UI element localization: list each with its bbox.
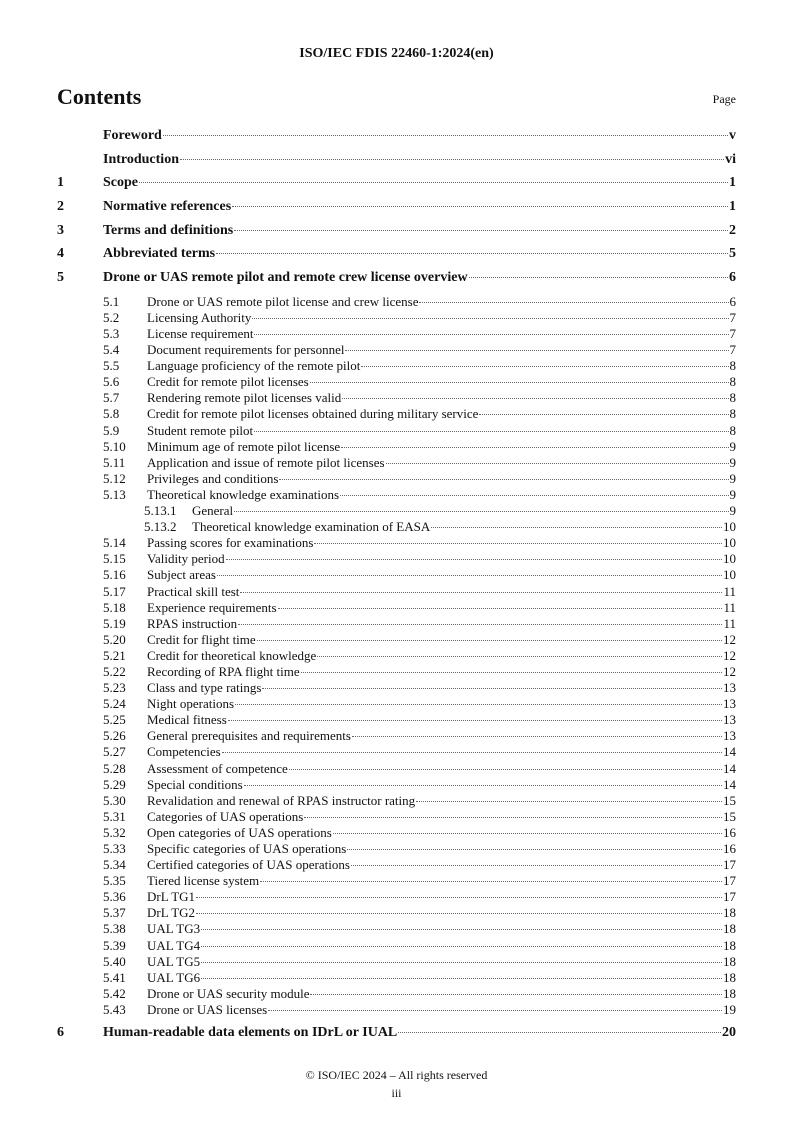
toc-entry-page: 6 [729, 270, 736, 286]
toc-entry[interactable] [57, 793, 736, 809]
toc-entry[interactable] [57, 374, 736, 390]
toc-entry-page: 19 [723, 1001, 736, 1017]
toc-entry-number: 5.30 [103, 792, 126, 808]
toc-entry-title: Language proficiency of the remote pilot [147, 358, 361, 374]
toc-entry[interactable] [57, 841, 736, 857]
toc-entry[interactable] [57, 696, 736, 712]
toc-entry[interactable] [57, 342, 736, 358]
toc-entry-title: Scope [103, 175, 138, 191]
toc-entry-title: Medical fitness [147, 712, 227, 728]
toc-entry-title: Drone or UAS licenses [147, 1001, 268, 1017]
toc-entry[interactable] [57, 954, 736, 970]
dot-leader [351, 865, 722, 866]
dot-leader [254, 334, 728, 335]
toc-entry-title: Drone or UAS remote pilot and remote crew license overview [103, 270, 468, 286]
toc-entry[interactable] [57, 423, 736, 439]
toc-entry-number: 5.6 [103, 374, 120, 390]
dot-leader [352, 736, 722, 737]
toc-entry[interactable] [57, 873, 736, 889]
toc-entry-title: Credit for theoretical knowledge [147, 647, 317, 663]
toc-entry-page: 10 [723, 519, 736, 535]
toc-entry-number: 5.11 [103, 454, 126, 470]
toc-entry-number: 5.13 [103, 486, 126, 502]
toc-entry[interactable] [57, 1025, 736, 1049]
toc-entry-page: 13 [723, 696, 736, 712]
toc-entry-page: vi [725, 151, 736, 167]
dot-leader [310, 382, 729, 383]
dot-leader [254, 431, 728, 432]
toc-entry-page: 7 [729, 342, 736, 358]
dot-leader [196, 913, 722, 914]
dot-leader [341, 447, 728, 448]
dot-leader [345, 350, 728, 351]
toc-entry-number: 5.20 [103, 631, 126, 647]
dot-leader [419, 302, 728, 303]
dot-leader [347, 849, 722, 850]
toc-entry[interactable] [57, 246, 736, 270]
toc-entry-number: 5.8 [103, 406, 120, 422]
toc-entry[interactable] [57, 744, 736, 760]
dot-leader [163, 135, 728, 136]
toc-entry-page: 10 [723, 535, 736, 551]
toc-entry[interactable] [57, 632, 736, 648]
toc-entry[interactable] [57, 970, 736, 986]
toc-entry-title: Theoretical knowledge examination of EASA [192, 519, 431, 535]
toc-entry[interactable] [57, 905, 736, 921]
toc-entry[interactable] [57, 199, 736, 223]
toc-entry-number: 5.12 [103, 470, 126, 486]
toc-entry-page: 9 [729, 486, 736, 502]
toc-entry-number: 5.43 [103, 1001, 126, 1017]
toc-entry-title: Student remote pilot [147, 422, 254, 438]
dot-leader [201, 978, 722, 979]
toc-entry-number: 5.34 [103, 857, 126, 873]
toc-entry-title: Categories of UAS operations [147, 808, 304, 824]
toc-entry[interactable] [57, 487, 736, 503]
dot-leader [304, 817, 722, 818]
toc-entry-title: Credit for remote pilot licenses [147, 374, 309, 390]
toc-entry-number: 1 [57, 175, 64, 191]
toc-entry[interactable] [57, 406, 736, 422]
table-of-contents [57, 128, 736, 1049]
dot-leader [361, 366, 728, 367]
toc-entry[interactable] [57, 455, 736, 471]
toc-entry-number: 5.36 [103, 889, 126, 905]
dot-leader [226, 559, 722, 560]
toc-entry-page: 10 [723, 551, 736, 567]
toc-entry[interactable] [57, 310, 736, 326]
toc-entry-title: Special conditions [147, 776, 243, 792]
toc-entry-page: 13 [723, 712, 736, 728]
toc-entry-page: 9 [729, 454, 736, 470]
toc-entry-title: Passing scores for examinations [147, 535, 314, 551]
toc-entry-page: 8 [729, 374, 736, 390]
dot-leader [317, 656, 722, 657]
toc-entry-number: 5.41 [103, 969, 126, 985]
toc-entry[interactable] [57, 294, 736, 310]
toc-entry[interactable] [57, 223, 736, 247]
toc-entry-title: Revalidation and renewal of RPAS instructor rating [147, 792, 416, 808]
toc-entry-number: 2 [57, 199, 64, 215]
dot-leader [240, 592, 722, 593]
toc-entry[interactable] [57, 1002, 736, 1018]
toc-entry-title: Experience requirements [147, 599, 277, 615]
toc-entry-page: 18 [723, 953, 736, 969]
toc-entry-title: Licensing Authority [147, 309, 252, 325]
dot-leader [340, 495, 728, 496]
toc-entry-number: 5.10 [103, 438, 126, 454]
toc-entry-page: 13 [723, 728, 736, 744]
toc-entry-page: 1 [729, 199, 736, 215]
toc-entry-number: 5.14 [103, 535, 126, 551]
toc-entry-page: 8 [729, 422, 736, 438]
dot-leader [201, 946, 722, 947]
toc-entry-page: 14 [723, 760, 736, 776]
dot-leader [279, 479, 728, 480]
page-title: Contents [57, 84, 142, 109]
toc-entry-page: 9 [729, 503, 736, 519]
toc-entry-title: Validity period [147, 551, 225, 567]
dot-leader [342, 398, 728, 399]
dot-leader [139, 182, 728, 183]
toc-entry-number: 5.3 [103, 326, 120, 341]
toc-entry-page: 2 [729, 222, 736, 238]
dot-leader [201, 929, 722, 930]
toc-entry-title: Drone or UAS remote pilot license and crew license [147, 293, 419, 309]
toc-entry-title: UAL TG5 [147, 953, 201, 969]
toc-entry[interactable] [57, 439, 736, 455]
dot-leader [314, 543, 722, 544]
toc-entry[interactable] [57, 986, 736, 1002]
dot-leader [431, 527, 722, 528]
toc-entry-title: Document requirements for personnel [147, 342, 345, 358]
toc-entry-title: Human-readable data elements on IDrL or IUAL [103, 1025, 398, 1041]
toc-entry-page: 11 [723, 615, 736, 631]
toc-entry[interactable] [57, 728, 736, 744]
toc-entry-title: Tiered license system [147, 873, 260, 889]
dot-leader [196, 897, 722, 898]
toc-entry-number: 5.23 [103, 680, 126, 696]
toc-entry-number: 5.31 [103, 808, 126, 824]
toc-entry-page: 20 [722, 1025, 736, 1041]
toc-entry-number: 5.7 [103, 390, 120, 406]
toc-entry-page: 16 [723, 824, 736, 840]
toc-entry-title: Introduction [103, 151, 179, 167]
toc-entry-title: Abbreviated terms [103, 246, 216, 262]
toc-entry-page: 8 [729, 406, 736, 422]
toc-entry-page: v [729, 128, 736, 143]
toc-entry-page: 17 [723, 857, 736, 873]
toc-entry-page: 17 [723, 889, 736, 905]
toc-entry-page: 6 [729, 293, 736, 309]
dot-leader [301, 672, 722, 673]
toc-entry-page: 8 [729, 390, 736, 406]
toc-entry-page: 12 [723, 647, 736, 663]
toc-entry-page: 9 [729, 470, 736, 486]
dot-leader [289, 769, 722, 770]
dot-leader [216, 253, 728, 254]
toc-entry-title: Certified categories of UAS operations [147, 857, 350, 873]
toc-entry-number: 5.13.2 [144, 519, 177, 535]
toc-entry-number: 5.35 [103, 873, 126, 889]
toc-entry[interactable] [57, 680, 736, 696]
toc-entry-number: 5.33 [103, 841, 126, 856]
toc-entry-page: 12 [723, 663, 736, 679]
toc-entry[interactable] [57, 270, 736, 294]
toc-entry[interactable] [57, 535, 736, 551]
dot-leader [469, 277, 728, 278]
toc-entry-page: 16 [723, 841, 736, 856]
toc-entry-page: 13 [723, 680, 736, 696]
toc-entry-number: 5.40 [103, 953, 126, 969]
toc-entry-number: 5.19 [103, 615, 126, 631]
toc-entry-number: 5.39 [103, 937, 126, 953]
toc-entry[interactable] [57, 128, 736, 152]
toc-entry-page: 18 [723, 905, 736, 921]
toc-entry-title: Theoretical knowledge examinations [147, 486, 340, 502]
toc-entry-number: 5.26 [103, 728, 126, 744]
dot-leader [262, 688, 722, 689]
toc-entry-title: Credit for flight time [147, 631, 256, 647]
toc-entry[interactable] [57, 584, 736, 600]
toc-entry-title: DrL TG1 [147, 889, 196, 905]
dot-leader [238, 624, 722, 625]
toc-entry-title: Terms and definitions [103, 222, 234, 238]
dot-leader [222, 752, 722, 753]
dot-leader [416, 801, 722, 802]
toc-entry-page: 9 [729, 438, 736, 454]
dot-leader [310, 994, 722, 995]
toc-entry-title: RPAS instruction [147, 615, 238, 631]
dot-leader [333, 833, 722, 834]
toc-entry-title: License requirement [147, 326, 254, 341]
toc-entry[interactable] [57, 921, 736, 937]
toc-entry-page: 17 [723, 873, 736, 889]
toc-entry[interactable] [57, 712, 736, 728]
toc-entry[interactable] [57, 664, 736, 680]
toc-entry[interactable] [57, 889, 736, 905]
toc-entry-page: 10 [723, 567, 736, 583]
toc-entry-title: UAL TG3 [147, 921, 201, 937]
dot-leader [228, 720, 722, 721]
toc-entry[interactable] [57, 152, 736, 176]
dot-leader [268, 1010, 722, 1011]
dot-leader [257, 640, 722, 641]
dot-leader [244, 785, 722, 786]
page-column-label: Page [712, 92, 736, 106]
toc-entry[interactable] [57, 519, 736, 535]
toc-entry[interactable] [57, 809, 736, 825]
toc-entry-number: 5.17 [103, 583, 126, 599]
toc-entry-page: 18 [723, 969, 736, 985]
toc-entry-page: 7 [729, 309, 736, 325]
toc-entry[interactable] [57, 567, 736, 583]
toc-entry[interactable] [57, 616, 736, 632]
toc-entry[interactable] [57, 600, 736, 616]
toc-entry-number: 5.42 [103, 985, 126, 1001]
document-header: ISO/IEC FDIS 22460-1:2024(en) [299, 46, 494, 61]
toc-entry-page: 14 [723, 776, 736, 792]
toc-entry-page: 18 [723, 921, 736, 937]
toc-entry[interactable] [57, 648, 736, 664]
page-number: iii [391, 1086, 402, 1100]
toc-entry[interactable] [57, 358, 736, 374]
toc-entry-title: Recording of RPA flight time [147, 663, 300, 679]
toc-entry-number: 6 [57, 1025, 64, 1041]
toc-entry-page: 1 [729, 175, 736, 191]
toc-entry-number: 5.38 [103, 921, 126, 937]
toc-entry[interactable] [57, 390, 736, 406]
toc-entry-title: Application and issue of remote pilot licenses [147, 454, 385, 470]
dot-leader [217, 575, 722, 576]
dot-leader [252, 318, 728, 319]
toc-entry-number: 5.5 [103, 358, 120, 374]
toc-entry-number: 5.2 [103, 309, 120, 325]
toc-entry-number: 5.27 [103, 744, 126, 760]
toc-entry[interactable] [57, 551, 736, 567]
toc-entry-title: Foreword [103, 128, 162, 143]
toc-entry-title: Minimum age of remote pilot license [147, 438, 341, 454]
toc-entry-number: 5.18 [103, 599, 126, 615]
toc-entry-page: 14 [723, 744, 736, 760]
dot-leader [278, 608, 723, 609]
toc-entry[interactable] [57, 503, 736, 519]
toc-entry-title: Privileges and conditions [147, 470, 279, 486]
toc-entry-title: Rendering remote pilot licenses valid [147, 390, 342, 406]
toc-entry-page: 15 [723, 792, 736, 808]
toc-entry-page: 11 [723, 583, 736, 599]
toc-entry-number: 5.21 [103, 647, 126, 663]
dot-leader [232, 206, 728, 207]
toc-entry-title: General [192, 503, 234, 519]
toc-entry-page: 12 [723, 631, 736, 647]
toc-entry-number: 3 [57, 222, 64, 238]
toc-entry-title: Credit for remote pilot licenses obtained during military service [147, 406, 479, 422]
toc-entry-page: 8 [729, 358, 736, 374]
toc-entry-title: UAL TG6 [147, 969, 201, 985]
toc-entry-title: Drone or UAS security module [147, 985, 310, 1001]
toc-entry-number: 5.28 [103, 760, 126, 776]
toc-entry-page: 11 [723, 599, 736, 615]
copyright-footer: © ISO/IEC 2024 – All rights reserved [305, 1068, 488, 1082]
dot-leader [386, 463, 729, 464]
toc-entry[interactable] [57, 761, 736, 777]
toc-entry[interactable] [57, 857, 736, 873]
dot-leader [479, 414, 728, 415]
dot-leader [260, 881, 722, 882]
toc-entry-title: General prerequisites and requirements [147, 728, 351, 744]
toc-entry-title: Open categories of UAS operations [147, 824, 332, 840]
toc-entry-title: UAL TG4 [147, 937, 201, 953]
toc-entry-number: 5.37 [103, 905, 126, 921]
toc-entry-page: 15 [723, 808, 736, 824]
toc-entry-page: 18 [723, 985, 736, 1001]
toc-entry-page: 5 [729, 246, 736, 262]
toc-entry[interactable] [57, 471, 736, 487]
toc-entry[interactable] [57, 175, 736, 199]
toc-entry-title: Normative references [103, 199, 232, 215]
toc-entry-number: 5.13.1 [144, 503, 177, 519]
toc-entry-title: Competencies [147, 744, 221, 760]
toc-entry-title: Class and type ratings [147, 680, 262, 696]
toc-entry-title: Practical skill test [147, 583, 240, 599]
toc-entry-number: 5.25 [103, 712, 126, 728]
toc-entry-number: 5.1 [103, 293, 120, 309]
toc-entry-number: 5.16 [103, 567, 126, 583]
dot-leader [201, 962, 722, 963]
toc-entry-title: Assessment of competence [147, 760, 288, 776]
toc-entry-number: 5.22 [103, 663, 126, 679]
toc-entry[interactable] [57, 938, 736, 954]
toc-entry[interactable] [57, 326, 736, 342]
toc-entry-number: 5.9 [103, 422, 120, 438]
toc-entry-title: Specific categories of UAS operations [147, 841, 347, 856]
toc-entry-title: Subject areas [147, 567, 216, 583]
toc-entry-page: 18 [723, 937, 736, 953]
dot-leader [235, 704, 722, 705]
toc-entry-number: 5.29 [103, 776, 126, 792]
toc-entry-title: Night operations [147, 696, 235, 712]
toc-entry-number: 5.32 [103, 824, 126, 840]
toc-entry-title: DrL TG2 [147, 905, 196, 921]
dot-leader [398, 1032, 721, 1033]
dot-leader [234, 230, 728, 231]
toc-entry-number: 4 [57, 246, 64, 262]
toc-entry-number: 5.24 [103, 696, 126, 712]
toc-entry[interactable] [57, 825, 736, 841]
toc-entry-number: 5.4 [103, 342, 120, 358]
toc-entry-page: 7 [729, 326, 736, 341]
dot-leader [234, 511, 728, 512]
toc-entry-number: 5 [57, 270, 64, 286]
toc-entry-number: 5.15 [103, 551, 126, 567]
toc-entry[interactable] [57, 777, 736, 793]
dot-leader [180, 159, 724, 160]
